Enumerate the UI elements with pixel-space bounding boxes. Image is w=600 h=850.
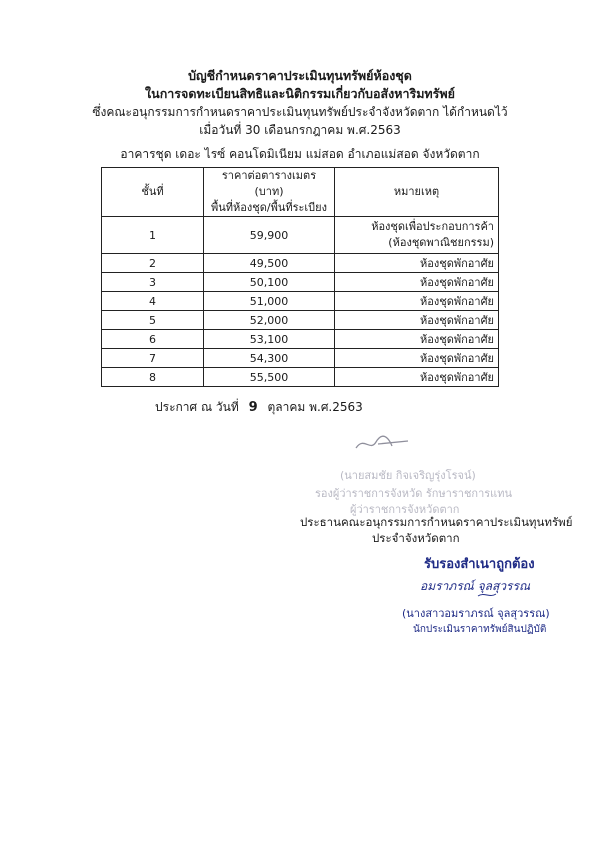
- cell-price: 51,000: [204, 292, 335, 311]
- cell-price: 59,900: [204, 217, 335, 254]
- document-subtitle-line1: ซึ่งคณะอนุกรรมการกำหนดราคาประเมินทุนทรัพย์ประจำจังหวัดตาก ได้กำหนดไว้: [92, 105, 508, 119]
- table-row: [102, 368, 499, 387]
- cell-floor: 1: [102, 217, 204, 254]
- building-name: อาคารชุด เดอะ ไรซ์ คอนโดมิเนียม แม่สอด อำเภอแม่สอด จังหวัดตาก: [120, 147, 480, 161]
- document-subtitle-line2: เมื่อวันที่ 30 เดือนกรกฎาคม พ.ศ.2563: [199, 123, 401, 137]
- cell-note: ห้องชุดพักอาศัย: [335, 311, 499, 330]
- cell-note-line1: ห้องชุดเพื่อประกอบการค้า: [371, 220, 494, 233]
- header-note: หมายเหตุ: [335, 168, 499, 217]
- cell-note: ห้องชุดพักอาศัย: [335, 330, 499, 349]
- cell-price: 50,100: [204, 273, 335, 292]
- document-title-line1: บัญชีกำหนดราคาประเมินทุนทรัพย์ห้องชุด: [188, 68, 412, 83]
- announcement-prefix: ประกาศ ณ วันที่: [155, 400, 239, 414]
- cell-note: ห้องชุดพักอาศัย: [335, 292, 499, 311]
- table-row: [102, 311, 499, 330]
- handwritten-certification-text: อมราภรณ์ จุลสุวรรณ: [420, 579, 531, 593]
- cell-floor: 6: [102, 330, 204, 349]
- header-floor: ชั้นที่: [102, 168, 204, 217]
- cell-floor: 7: [102, 349, 204, 368]
- cell-floor: 3: [102, 273, 204, 292]
- signatory-position2: ผู้ว่าราชการจังหวัดตาก: [350, 503, 460, 516]
- cell-floor: 4: [102, 292, 204, 311]
- certifier-position: นักประเมินราคาทรัพย์สินปฏิบัติ: [413, 624, 547, 635]
- header-price-line1: ราคาต่อตารางเมตร (บาท): [221, 169, 317, 198]
- certifier-name: (นางสาวอมราภรณ์ จุลสุวรรณ): [402, 607, 550, 620]
- table-header-row: [102, 168, 499, 217]
- cell-note: ห้องชุดพักอาศัย: [335, 349, 499, 368]
- table-row: [102, 273, 499, 292]
- signatory-name: (นายสมชัย กิจเจริญรุ่งโรจน์): [340, 469, 476, 482]
- announcement-date: [155, 398, 363, 417]
- cell-floor: 5: [102, 311, 204, 330]
- cell-price: 49,500: [204, 254, 335, 273]
- cell-note: ห้องชุดพักอาศัย: [335, 368, 499, 387]
- handwritten-certification-signature: [418, 570, 548, 600]
- cell-price: 53,100: [204, 330, 335, 349]
- cell-price: 52,000: [204, 311, 335, 330]
- table-row: [102, 217, 499, 254]
- chair-title-line2: ประจำจังหวัดตาก: [372, 531, 460, 545]
- header-price: [204, 168, 335, 217]
- table-row: [102, 349, 499, 368]
- table-row: [102, 330, 499, 349]
- announcement-suffix: ตุลาคม พ.ศ.2563: [267, 400, 363, 414]
- cell-note: ห้องชุดพักอาศัย: [335, 254, 499, 273]
- cell-price: 55,500: [204, 368, 335, 387]
- cell-note: [335, 217, 499, 254]
- chair-title-line1: ประธานคณะอนุกรรมการกำหนดราคาประเมินทุนทรัพย์: [300, 515, 573, 529]
- certification-stamp-title: รับรองสำเนาถูกต้อง: [424, 557, 535, 572]
- signatory-position1: รองผู้ว่าราชการจังหวัด รักษาราชการแทน: [315, 487, 513, 500]
- table-row: [102, 292, 499, 311]
- announcement-day: 9: [248, 400, 258, 415]
- header-price-line2: พื้นที่ห้องชุด/พื้นที่ระเบียง: [211, 201, 327, 214]
- cell-floor: 8: [102, 368, 204, 387]
- cell-note: ห้องชุดพักอาศัย: [335, 273, 499, 292]
- signature-mark: [352, 432, 412, 454]
- cell-price: 54,300: [204, 349, 335, 368]
- cell-note-line2: (ห้องชุดพาณิชยกรรม): [388, 236, 494, 249]
- table-row: [102, 254, 499, 273]
- price-table: [101, 167, 499, 387]
- document-title-line2: ในการจดทะเบียนสิทธิและนิติกรรมเกี่ยวกับอสังหาริมทรัพย์: [145, 86, 455, 101]
- cell-floor: 2: [102, 254, 204, 273]
